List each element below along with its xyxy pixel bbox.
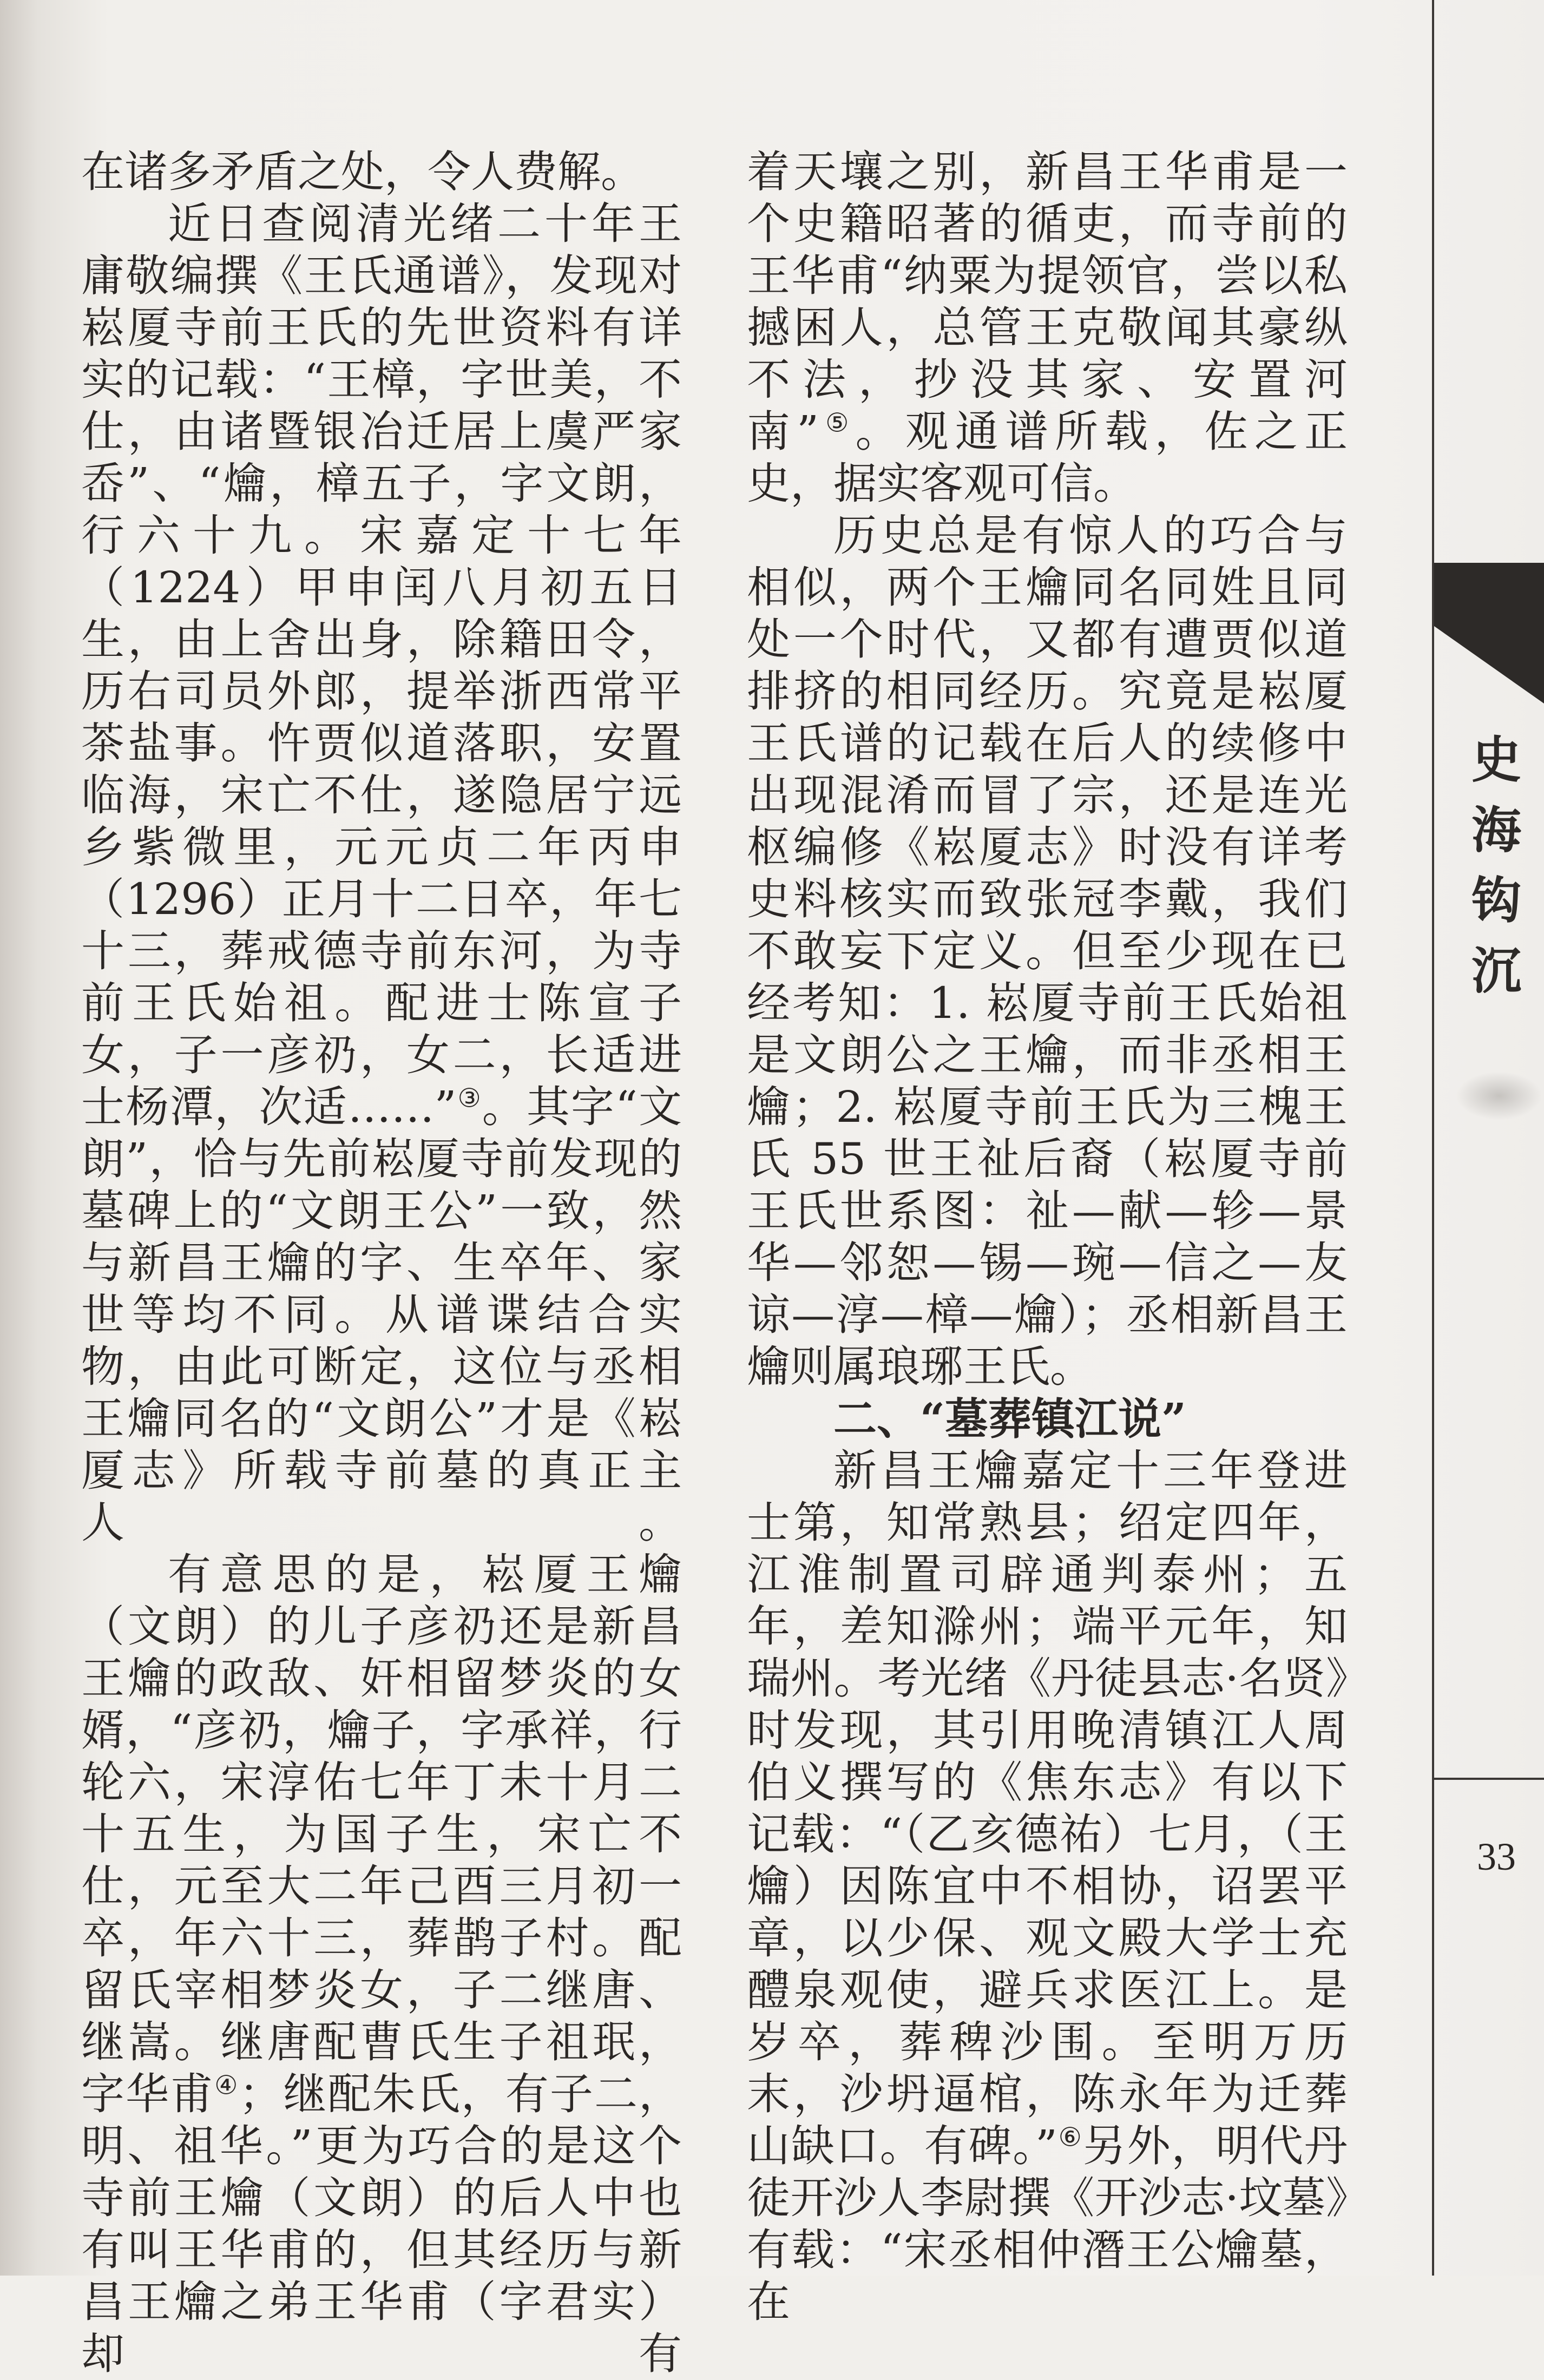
footnote-ref-6: ⑥: [1057, 2122, 1083, 2153]
page-number-rule: [1434, 1778, 1544, 1780]
section-title-vertical: 史海钩沉: [1471, 731, 1521, 1000]
paragraph-text: 有意思的是，崧厦王爚（文朗）的儿子彦礽还是新昌王爚的政敌、奸相留梦炎的女婿，“彦礽，爚子，字承祥，行轮六，宋淳佑七年丁未十月二十五生，为国子生，宋亡不仕，元至大二年己酉三月初一卒，年六十三，葬鹊子村。配留氏宰相梦炎女，子二继唐、继嵩。继唐配曹氏生子祖珉，字华甫: [81, 1549, 682, 2119]
print-smudge-decoration: [1456, 1071, 1542, 1120]
footnote-ref-5: ⑤: [819, 407, 856, 438]
paragraph-text: 新昌王爚嘉定十三年登进士第，知常熟县；绍定四年，江淮制置司辟通判泰州；五年，差知滁州；端平元年，知瑞州。考光绪《丹徒县志·名贤》时发现，其引用晚清镇江人周伯义撰写的《焦东志》有以下记载：“（乙亥德祐）七月，（王爚）因陈宜中不相协，诏罢平章，以少保、观文殿大学士充醴泉观使，避兵求医江上。是岁卒，葬稗沙围。至明万历末，沙坍逼棺，陈永年为迁葬山缺口。有碑。”: [747, 1445, 1348, 2171]
paragraph-text: 近日查阅清光绪二十年王庸敬编撰《王氏通谱》，发现对崧厦寺前王氏的先世资料有详实的记载：“王樟，字世美，不仕，由诸暨银冶迁居上虞严家岙”、“爚，樟五子，字文朗，行六十九。宋嘉定十七年（1224）甲申闰八月初五日生，由上舍出身，除籍田令，历右司员外郎，提举浙西常平茶盐事。忤贾似道落职，安置临海，宋亡不仕，遂隐居宁远乡紫微里，元元贞二年丙申（1296）正月十二日卒，年七十三，葬戒德寺前东河，为寺前王氏始祖。配进士陈宣子女，子一彦礽，女二，长适进士杨潭，次适……”: [81, 199, 682, 1132]
left-text-column: [81, 146, 682, 2380]
paragraph-text: 。其字“文朗”，恰与先前崧厦寺前发现的墓碑上的“文朗王公”一致，然与新昌王爚的字、生卒年、家世等均不同。从谱谍结合实物，由此可断定，这位与丞相王爚同名的“文朗公”才是《崧厦志》所载寺前墓的真正主人。: [81, 1082, 682, 1548]
footnote-ref-3: ③: [456, 1083, 482, 1114]
paragraph-text: ；继配朱氏，有子二，明、祖华。”更为巧合的是这个寺前王爚（文朗）的后人中也有叫王华甫的，但其经历与新昌王爚之弟王华甫（字君实）却有: [81, 2069, 682, 2379]
paragraph-text: 另外，明代丹徒开沙人李尉撰《开沙志·坟墓》有载：“宋丞相仲潛王公爚墓，在: [747, 2121, 1348, 2327]
footnote-ref-4: ④: [214, 2070, 239, 2101]
right-text-column: [747, 146, 1348, 2328]
paragraph-continuation: [747, 146, 1348, 510]
paragraph-text: 。观通谱所载，佐之正史，据实客观可信。: [747, 406, 1348, 509]
paragraph-genealogy-record: [81, 198, 682, 1549]
margin-divider-line: [1432, 0, 1434, 2276]
paragraph-intro-tail: 在诸多矛盾之处，令人费解。: [81, 147, 644, 197]
paragraph-text: 着天壤之别，新昌王华甫是一个史籍昭著的循吏，而寺前的王华甫“纳粟为提领官，尝以私撼困人，总管王克敬闻其豪纵不法，抄没其家、安置河南”: [747, 147, 1348, 457]
paragraph-son-yanreng: [81, 1549, 682, 2380]
section-heading: 二、“墓葬镇江说”: [833, 1393, 1187, 1444]
page-number: 33: [1477, 1835, 1516, 1878]
paragraph-coincidence: 历史总是有惊人的巧合与相似，两个王爚同名同姓且同处一个时代，又都有遭贾似道排挤的相同经历。究竟是崧厦王氏谱的记载在后人的续修中出现混淆而冒了宗，还是连光枢编修《崧厦志》时没有详考史料核实而致张冠李戴，我们不敢妄下定义。但至少现在已经考知：1. 崧厦寺前王氏始祖是文朗公之王爚，而非丞相王爚；2. 崧厦寺前王氏为三槐王氏 55 世王祉后裔（崧厦寺前王氏世系图：祉—献—轸—景华—邻恕—锡—琬—信之—友谅—淳—樟—爚）；丞相新昌王爚则属琅琊王氏。: [747, 510, 1348, 1392]
paragraph-zhenjiang-burial: [747, 1445, 1348, 2328]
